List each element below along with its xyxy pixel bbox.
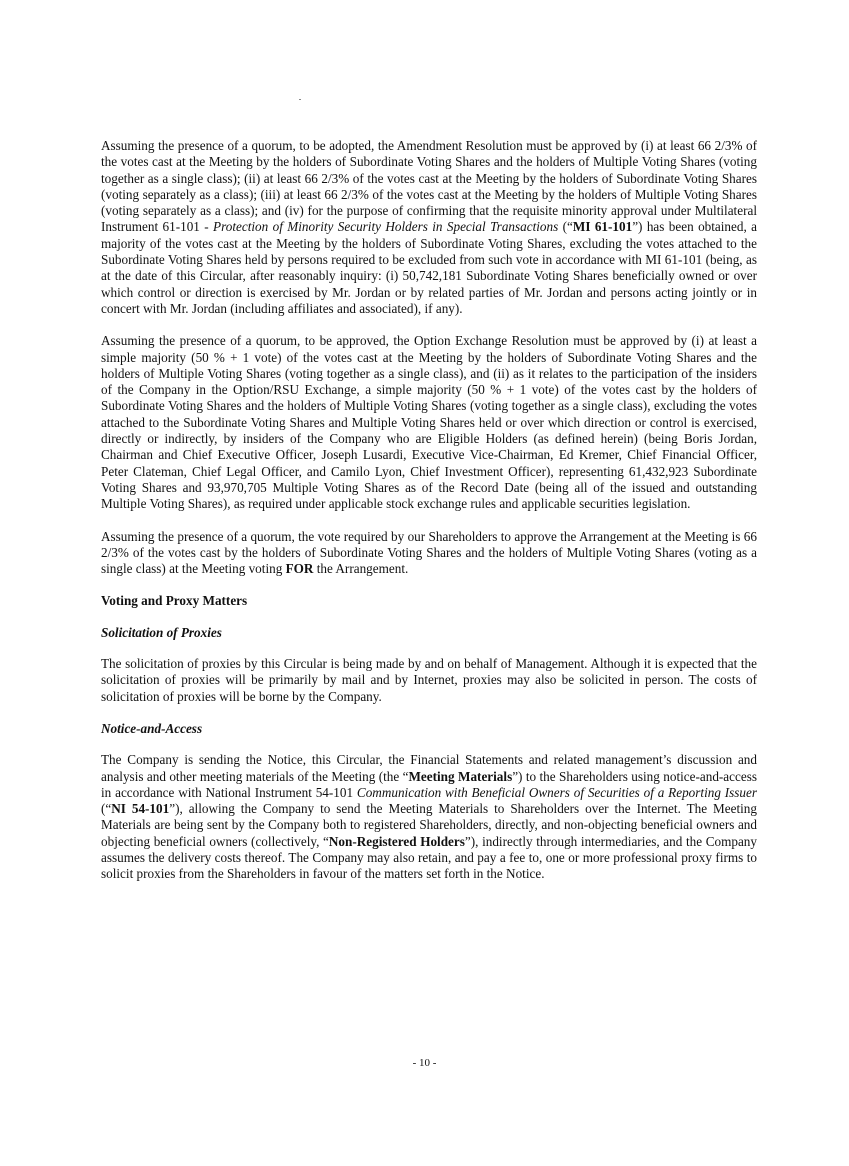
defined-term: Meeting Materials <box>408 768 513 784</box>
paragraph-solicitation: The solicitation of proxies by this Circular is being made by and on behalf of Management. Although it is expected that the solicitation of proxies will be primarily by mail and by Internet, proxies may also be solicited in person. The costs of solicitation of proxies will be borne by the Company. <box>101 656 757 704</box>
text: ”), allowing the Company to send the Meeting Materials to Shareholders over the Internet. The Meeting Materials are being sent by the Company both to registered Shareholders, directly, and non-objecting beneficial owners and objecting beneficial owners (collectively, “ <box>101 801 757 849</box>
heading-solicitation-of-proxies: Solicitation of Proxies <box>101 624 222 640</box>
defined-term: NI 54-101 <box>111 801 170 817</box>
heading-notice-and-access: Notice-and-Access <box>101 720 203 736</box>
paragraph-amendment-resolution <box>101 138 757 317</box>
text: The Company is sending the Notice, this Circular, the Financial Statements and related management’s discussion and analysis and other meeting materials of the Meeting (the “ <box>101 752 757 784</box>
text: (“ <box>558 219 573 235</box>
paragraph-notice-and-access <box>101 752 757 882</box>
text: ”) to the Shareholders using notice-and-access in accordance with National Instrument 54-101 <box>101 768 757 800</box>
paragraph-option-exchange: Assuming the presence of a quorum, to be approved, the Option Exchange Resolution must be approved by (i) at least a simple majority (50 % + 1 vote) of the votes cast at the Meeting by the holders of Subordinate Voting Shares and the holders of Multiple Voting Shares (voting together as a single class), and (ii) as it relates to the participation of the insiders of the Company in the Option/RSU Exchange, a simple majority (50 % + 1 vote) of the votes cast by the holders of Subordinate Voting Shares and the holders of Multiple Voting Shares (voting together as a single class), excluding the votes attached to the Subordinate Voting Shares and Multiple Voting Shares held or over which direction or control is exercised, directly or indirectly, by insiders of the Company who are Eligible Holders (as defined herein) (being Boris Jordan, Chairman and Chief Executive Officer, Joseph Lusardi, Executive Vice-Chairman, Ed Kremer, Chief Financial Officer, Peter Clateman, Chief Legal Officer, and Camilo Lyon, Chief Investment Officer), representing 61,432,923 Subordinate Voting Shares and 93,970,705 Multiple Voting Shares as of the Record Date (being all of the issued and outstanding Multiple Voting Shares), as required under applicable stock exchange rules and applicable securities legislation. <box>101 333 757 512</box>
stray-mark <box>299 99 301 100</box>
heading-voting-proxy-matters: Voting and Proxy Matters <box>101 593 248 609</box>
text: ”) has been obtained, a majority of the votes cast at the Meeting by the holders of Subordinate Voting Shares, excluding the votes attached to the Subordinate Voting Shares held by persons required to be excluded from such vote in accordance with MI 61-101 (being, as at the date of this Circular, after reasonably inquiry: (i) 50,742,181 Subordinate Voting Shares beneficially owned or over which control or direction is exercised by Mr. Jordan or by related parties of Mr. Jordan and persons acting jointly or in concert with Mr. Jordan (including affiliates and associated), if any). <box>101 219 758 316</box>
text: (“ <box>101 801 112 817</box>
text: Assuming the presence of a quorum, to be adopted, the Amendment Resolution must be approved by (i) at least 66 2/3% of the votes cast at the Meeting by the holders of Subordinate Voting Shares and the holders of Multiple Voting Shares (voting together as a single class); (ii) at least 66 2/3% of the votes cast at the Meeting by the holders of Subordinate Voting Shares (voting separately as a class); (iii) at least 66 2/3% of the votes cast at the Meeting by the holders of Multiple Voting Shares (voting separately as a class); and (iv) for the purpose of confirming that the requisite minority approval under Multilateral Instrument 61-101 - <box>101 138 757 235</box>
text: the Arrangement. <box>313 561 409 577</box>
defined-term: Non-Registered Holders <box>328 833 465 849</box>
text: Assuming the presence of a quorum, the vote required by our Shareholders to approve the Arrangement at the Meeting is 66 2/3% of the votes cast by the holders of Subordinate Voting Shares and the holders of Multiple Voting Shares (voting as a single class) at the Meeting voting <box>101 528 757 577</box>
paragraph-arrangement-vote <box>101 529 757 578</box>
emphasis: FOR <box>285 561 314 577</box>
instrument-title: Protection of Minority Security Holders in Special Transactions <box>213 219 559 235</box>
instrument-title: Communication with Beneficial Owners of Securities of a Reporting Issuer <box>356 784 757 800</box>
text: ”), indirectly through intermediaries, and the Company assumes the delivery costs thereof. The Company may also retain, and pay a fee to, one or more professional proxy firms to solicit proxies from the Shareholders in favour of the matters set forth in the Notice. <box>101 833 757 882</box>
document-page <box>101 138 757 883</box>
page-number: - 10 - <box>412 1057 437 1069</box>
defined-term: MI 61-101 <box>572 219 633 235</box>
